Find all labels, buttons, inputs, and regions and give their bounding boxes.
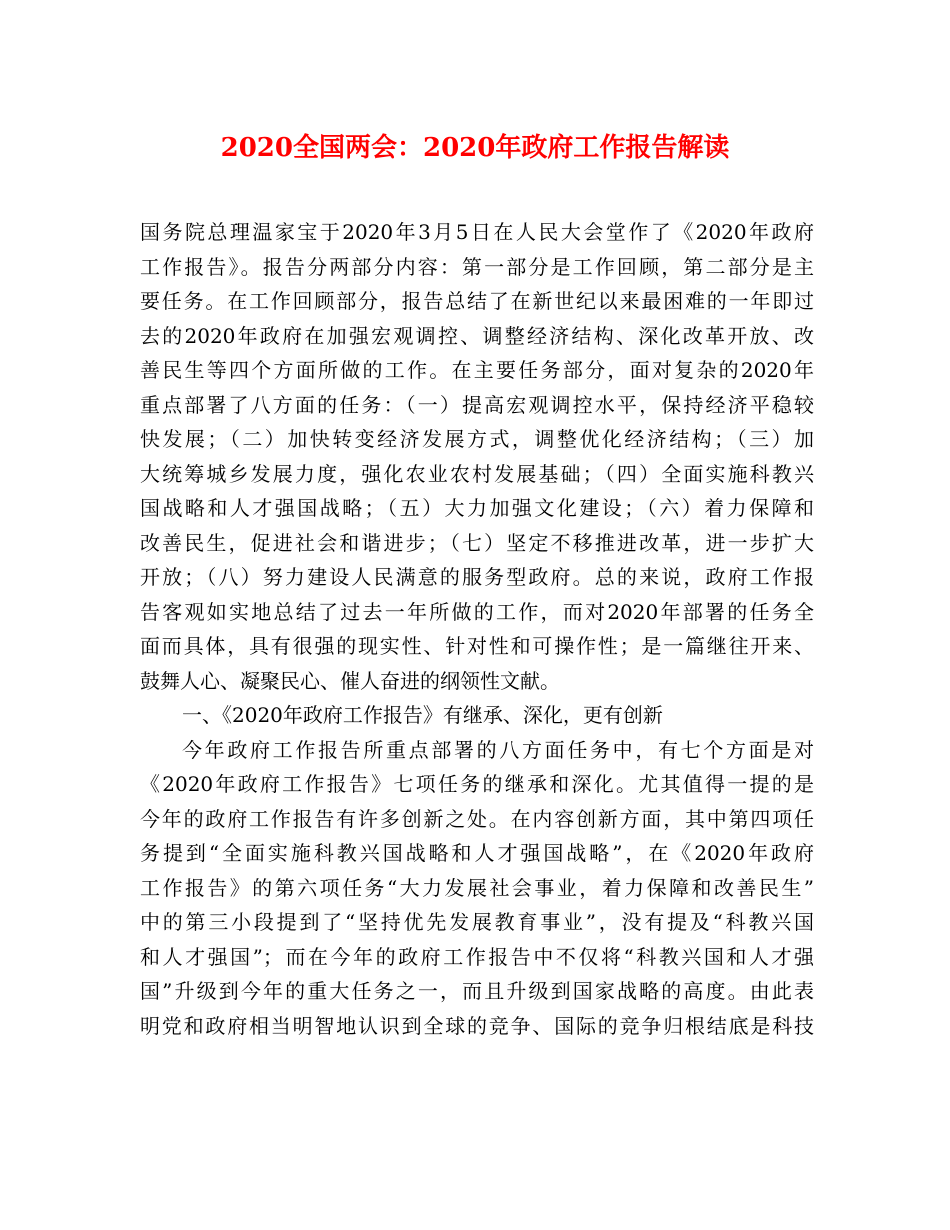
- body-line: 务提到“全面实施科教兴国战略和人才强国战略”，在《2020年政府: [140, 841, 814, 865]
- body-line: 面而具体，具有很强的现实性、针对性和可操作性；是一篇继往开来、: [140, 634, 814, 658]
- body-line: 《2020年政府工作报告》七项任务的继承和深化。尤其值得一提的是: [140, 772, 814, 796]
- body-line: 今年政府工作报告所重点部署的八方面任务中，有七个方面是对: [182, 737, 814, 762]
- body-line: 告客观如实地总结了过去一年所做的工作，而对2020年部署的任务全: [140, 599, 814, 624]
- body-line: 去的2020年政府在加强宏观调控、调整经济结构、深化改革开放、改: [140, 323, 814, 348]
- body-line: 国战略和人才强国战略；（五）大力加强文化建设；（六）着力保障和: [140, 496, 814, 520]
- body-line: 和人才强国”；而在今年的政府工作报告中不仅将“科教兴国和人才强: [140, 944, 814, 969]
- body-line: 大统筹城乡发展力度，强化农业农村发展基础；（四）全面实施科教兴: [140, 461, 814, 486]
- document-body: [140, 215, 814, 1043]
- body-line: 国务院总理温家宝于2020年3月5日在人民大会堂作了《2020年政府: [140, 220, 814, 244]
- body-line: 重点部署了八方面的任务：（一）提高宏观调控水平，保持经济平稳较: [140, 392, 814, 417]
- body-line: 中的第三小段提到了“坚持优先发展教育事业”，没有提及“科教兴国: [140, 910, 814, 934]
- body-line: 工作报告》的第六项任务“大力发展社会事业，着力保障和改善民生”: [140, 875, 814, 900]
- body-line: 明党和政府相当明智地认识到全球的竞争、国际的竞争归根结底是科技: [140, 1013, 814, 1038]
- body-line: 改善民生，促进社会和谐进步；（七）坚定不移推进改革，进一步扩大: [140, 530, 814, 555]
- body-line: 今年的政府工作报告有许多创新之处。在内容创新方面，其中第四项任: [140, 806, 814, 831]
- body-line: 国”升级到今年的重大任务之一，而且升级到国家战略的高度。由此表: [140, 979, 814, 1003]
- body-line: 要任务。在工作回顾部分，报告总结了在新世纪以来最困难的一年即过: [140, 289, 814, 313]
- body-line: 善民生等四个方面所做的工作。在主要任务部分，面对复杂的2020年: [140, 358, 814, 382]
- section-heading: 一、《2020年政府工作报告》有继承、深化，更有创新: [182, 703, 663, 727]
- body-line: 工作报告》。报告分两部分内容：第一部分是工作回顾，第二部分是主: [140, 254, 814, 279]
- body-line: 鼓舞人心、凝聚民心、催人奋进的纲领性文献。: [140, 668, 560, 693]
- body-line: 快发展；（二）加快转变经济发展方式，调整优化经济结构；（三）加: [140, 427, 814, 451]
- document-title: 2020全国两会：2020年政府工作报告解读: [220, 133, 730, 163]
- body-line: 开放；（八）努力建设人民满意的服务型政府。总的来说，政府工作报: [140, 565, 814, 589]
